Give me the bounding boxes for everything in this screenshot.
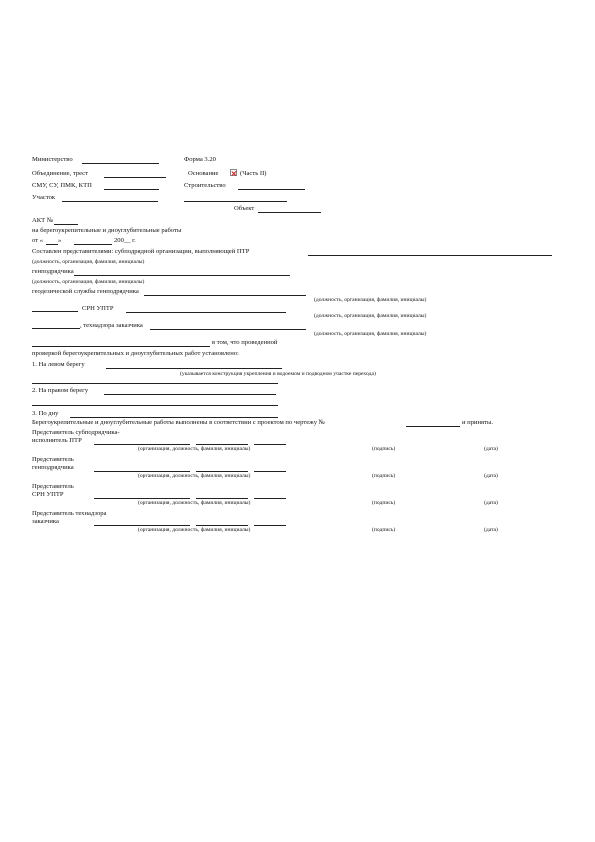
general-caption: (должность, организация, фамилия, инициалы) [32,279,145,285]
sig-4-label-2: заказчика [32,518,59,525]
sig-1-date-field[interactable] [254,444,286,445]
general-contractor-field[interactable] [74,275,290,276]
composed-by-field[interactable] [308,255,552,256]
construction-field[interactable] [238,189,305,190]
date-month-field[interactable] [74,244,112,245]
srn-caption: (должность, организация, фамилия, инициалы) [314,313,427,319]
sig-2-label-2: генподрядчика [32,464,74,471]
item-1-field[interactable] [106,368,282,369]
sig-4-org-caption: (организация, должность, фамилия, инициалы) [138,527,251,533]
sig-1-sign-caption: (подпись) [372,446,396,452]
item-1-extra-field[interactable] [32,383,278,384]
smu-label: СМУ, СУ, ПМК, КТП [32,182,92,189]
drawing-number-field[interactable] [406,426,460,427]
sig-1-org-field[interactable] [94,444,190,445]
geodetic-label: геодезической службы генподрядчика [32,288,139,295]
item-3-label: 3. По дну [32,410,59,417]
in-that-label: в том, что проведенной [212,339,278,346]
conclusion-tail: и приняты. [462,419,494,426]
sig-2-date-field[interactable] [254,471,286,472]
sig-3-org-field[interactable] [94,498,190,499]
srn-field[interactable] [126,312,286,313]
sig-3-date-caption: (дата) [484,500,498,506]
sig-2-label-1: Представитель [32,456,74,463]
section-label: Участок [32,194,56,201]
sig-2-sign-caption: (подпись) [372,473,396,479]
association-label: Объединение, трест [32,170,88,177]
date-year: 200__ г. [114,237,136,244]
srn-name-field[interactable] [32,311,78,312]
geodetic-field[interactable] [144,295,306,296]
sig-4-sign-field[interactable] [196,525,248,526]
item-2-field[interactable] [104,394,276,395]
tech-name-field[interactable] [32,328,80,329]
sig-2-date-caption: (дата) [484,473,498,479]
date-day-field[interactable] [46,244,58,245]
form-number: Форма 3.20 [184,156,216,163]
smu-field[interactable] [104,189,159,190]
item-1-caption: (указывается конструкция укрепления и водоемом и подводном участке перехода) [180,371,376,377]
item-3-field[interactable] [70,417,278,418]
sig-4-sign-caption: (подпись) [372,527,396,533]
sig-4-date-caption: (дата) [484,527,498,533]
act-title: АКТ № [32,217,54,224]
construction-label: Строительство [184,182,226,189]
sig-3-label-2: СРН УПТР [32,491,64,498]
item-2-extra-field[interactable] [32,405,278,406]
sig-3-sign-caption: (подпись) [372,500,396,506]
sig-1-date-caption: (дата) [484,446,498,452]
extra-field[interactable] [184,201,287,202]
item-2-label: 2. На правом берегу [32,387,89,394]
sig-4-date-field[interactable] [254,525,286,526]
sig-2-org-field[interactable] [94,471,190,472]
date-mid: » [58,237,62,244]
act-subtitle: на берегоукрепительные и дноуглубительные работы [32,227,182,234]
geodetic-caption: (должность, организация, фамилия, инициалы) [314,297,427,303]
basis-part: (Часть II) [240,170,267,177]
sig-2-org-caption: (организация, должность, фамилия, инициалы) [138,473,251,479]
act-number-field[interactable] [54,224,78,225]
basis-label: Основание [188,170,219,177]
item-1-label: 1. На левом берегу [32,361,85,368]
association-field[interactable] [104,177,166,178]
date-prefix: от « [32,237,44,244]
sig-4-label-1: Представитель технадзора [32,510,107,517]
sig-1-label-1: Представитель субподрядчика- [32,429,120,436]
composed-caption: (должность, организация, фамилия, инициалы) [32,259,145,265]
broken-image-icon [230,169,237,176]
ministry-label: Министерство [32,156,73,163]
sig-3-sign-field[interactable] [196,498,248,499]
check-field[interactable] [32,346,210,347]
sig-3-org-caption: (организация, должность, фамилия, инициалы) [138,500,251,506]
object-field[interactable] [258,212,321,213]
sig-1-label-2: исполнитель ПТР [32,437,82,444]
object-label: Объект [234,205,255,212]
check-label: проверкой берегоукрепительных и дноуглубительных работ установлено: [32,350,239,357]
conclusion-text: Берегоукрепительные и дноуглубительные работы выполнены в соответствии с проектом по чертежу № [32,419,325,426]
srn-label: СРН УПТР [82,305,114,312]
sig-2-sign-field[interactable] [196,471,248,472]
tech-supervision-field[interactable] [150,329,306,330]
section-field[interactable] [62,201,158,202]
sig-4-org-field[interactable] [94,525,190,526]
sig-3-label-1: Представитель [32,483,74,490]
sig-3-date-field[interactable] [254,498,286,499]
tech-caption: (должность, организация, фамилия, инициалы) [314,331,427,337]
sig-1-sign-field[interactable] [196,444,248,445]
composed-by-label: Составлен представителями: субподрядной организации, выполняющей ПТР [32,248,250,255]
tech-supervision-label: , технадзора заказчика [80,322,143,329]
sig-1-org-caption: (организация, должность, фамилия, инициалы) [138,446,251,452]
ministry-field[interactable] [82,163,159,164]
general-contractor-label: генподрядчика [32,268,74,275]
